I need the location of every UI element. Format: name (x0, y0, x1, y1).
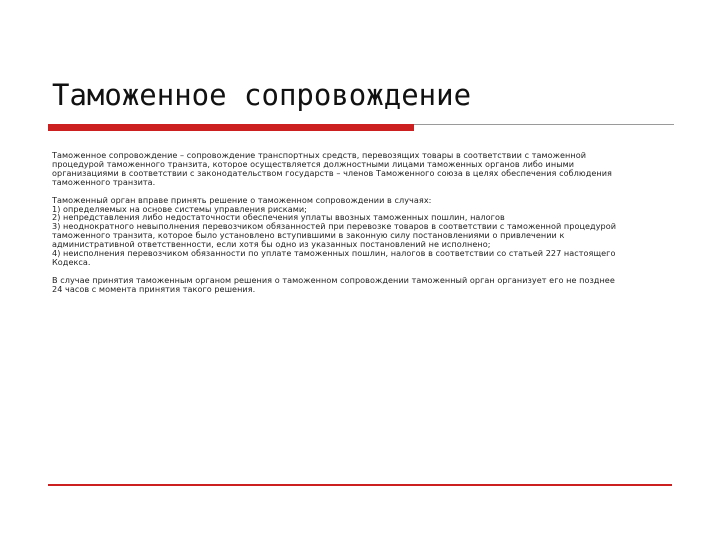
text-line: административной ответственности, если хотя бы одно из указанных постановлений не исполнено; (52, 239, 491, 250)
slide-body (52, 151, 664, 303)
text-line: В случае принятия таможенным органом решения о таможенном сопровождении таможенный орган организует его не позднее (52, 274, 615, 285)
paragraph-timing (52, 276, 664, 294)
footer-accent-rule (48, 484, 672, 486)
paragraph-cases (52, 196, 664, 267)
text-line: Таможенное сопровождение – сопровождение транспортных средств, перевозящих товары в соответствии с таможенной (52, 150, 587, 160)
list-item: 1) определяемых на основе системы управления рисками; (52, 203, 307, 214)
slide-title: Таможенное сопровождение (52, 78, 472, 112)
text-line: процедурой таможенного транзита, которое осуществляется должностными лицами таможенных органов либо иными (52, 158, 575, 169)
title-accent-bar (48, 124, 414, 131)
text-line: организациями в соответствии с законодательством государств – членов Таможенного союза в целях обеспечения соблюдения (52, 167, 612, 178)
text-line: таможенного транзита, которое было установлено вступившими в законную силу постановлениями о привлечении к (52, 230, 565, 241)
text-line: таможенного транзита. (52, 176, 156, 187)
text-line: Кодекса. (52, 256, 91, 267)
paragraph-definition (52, 151, 664, 187)
text-line: 24 часов с момента принятия такого решения. (52, 283, 256, 294)
list-item: 3) неоднократного невыполнения перевозчиком обязанностей при перевозке товаров в соответствии с таможенной процедурой (52, 221, 617, 232)
text-line: Таможенный орган вправе принять решение о таможенном сопровождении в случаях: (52, 194, 432, 205)
list-item: 4) неисполнения перевозчиком обязанности по уплате таможенных пошлин, налогов в соответствии со статьей 227 настоящего (52, 248, 616, 259)
list-item: 2) непредставления либо недостаточности обеспечения уплаты ввозных таможенных пошлин, налогов (52, 212, 505, 223)
